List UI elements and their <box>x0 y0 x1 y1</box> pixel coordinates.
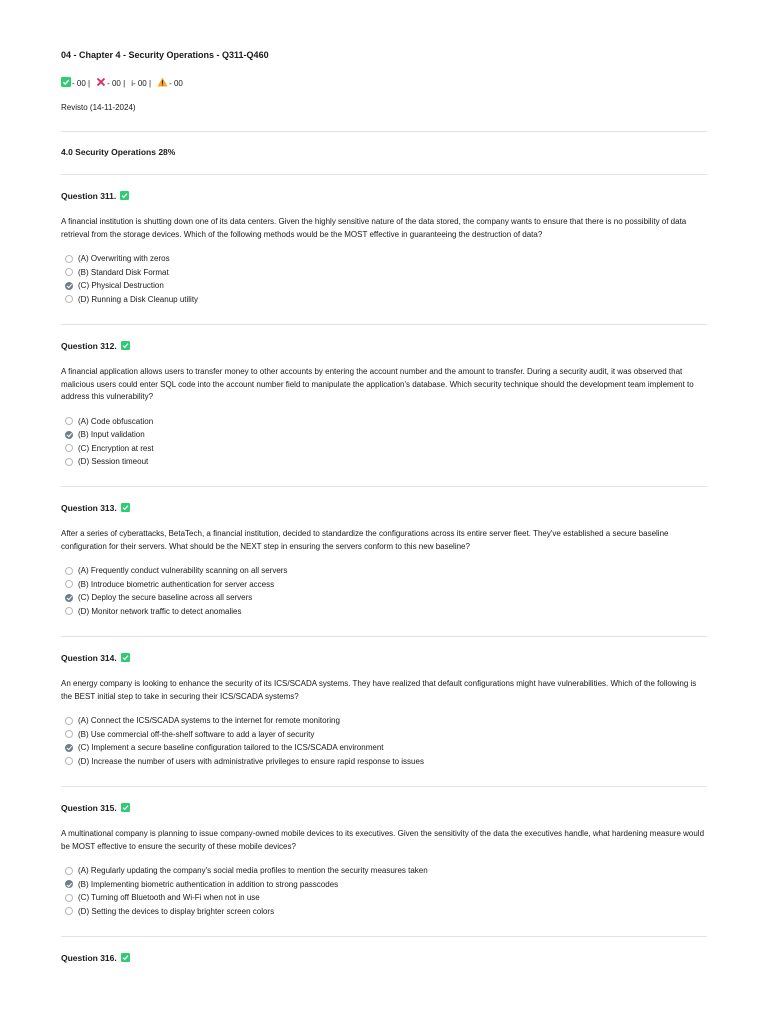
question-315 <box>61 802 707 918</box>
radio-button[interactable] <box>65 730 73 738</box>
check-icon <box>120 191 129 202</box>
radio-button[interactable] <box>65 717 73 725</box>
answer-option[interactable]: (C) Implement a secure baseline configuration tailored to the ICS/SCADA environment <box>61 741 707 755</box>
answer-options <box>61 714 707 768</box>
answer-option[interactable]: (D) Running a Disk Cleanup utility <box>61 293 707 307</box>
radio-button[interactable] <box>65 255 73 263</box>
check-icon <box>121 341 130 352</box>
answer-option[interactable]: (C) Physical Destruction <box>61 279 707 293</box>
divider <box>61 786 707 787</box>
divider <box>61 131 707 132</box>
question-313 <box>61 502 707 618</box>
answer-option[interactable]: (B) Standard Disk Format <box>61 266 707 280</box>
stat-correct: - 00 | <box>72 78 91 88</box>
radio-button-selected[interactable] <box>65 431 73 439</box>
divider <box>61 486 707 487</box>
question-title: Question 311. <box>61 191 117 201</box>
radio-button[interactable] <box>65 867 73 875</box>
divider <box>61 936 707 937</box>
check-icon <box>121 953 130 964</box>
document-title: 04 - Chapter 4 - Security Operations - Q311-Q460 <box>61 50 269 60</box>
answer-option[interactable]: (D) Setting the devices to display brighter screen colors <box>61 905 707 919</box>
radio-button-selected[interactable] <box>65 744 73 752</box>
answer-options <box>61 564 707 618</box>
stats-bar <box>61 77 183 89</box>
answer-option[interactable]: (D) Increase the number of users with administrative privileges to ensure rapid response to issues <box>61 755 707 769</box>
answer-option[interactable]: (B) Implementing biometric authentication in addition to strong passcodes <box>61 878 707 892</box>
check-icon <box>61 77 71 89</box>
warning-icon <box>157 77 168 89</box>
question-title: Question 314. <box>61 653 117 663</box>
answer-option[interactable]: (C) Encryption at rest <box>61 442 707 456</box>
question-title: Question 312. <box>61 341 117 351</box>
answer-options <box>61 864 707 918</box>
answer-options <box>61 415 707 469</box>
revision-date: Revisto (14-11-2024) <box>61 103 136 112</box>
section-heading: 4.0 Security Operations 28% <box>61 147 176 157</box>
divider <box>61 636 707 637</box>
question-text: A multinational company is planning to issue company-owned mobile devices to its executives. Given the sensitivity of the data the executives handle, what hardening measure would be MOST effective to ensure the security of these mobile devices? <box>61 829 705 851</box>
question-316 <box>61 952 707 964</box>
radio-button[interactable] <box>65 567 73 575</box>
radio-button-selected[interactable] <box>65 282 73 290</box>
radio-button[interactable] <box>65 444 73 452</box>
divider <box>61 174 707 175</box>
answer-option[interactable]: (A) Regularly updating the company's social media profiles to mention the security measures taken <box>61 864 707 878</box>
answer-option[interactable]: (A) Connect the ICS/SCADA systems to the internet for remote monitoring <box>61 714 707 728</box>
radio-button[interactable] <box>65 580 73 588</box>
radio-button-selected[interactable] <box>65 594 73 602</box>
stat-warning: - 00 <box>169 78 183 88</box>
radio-button[interactable] <box>65 907 73 915</box>
radio-button[interactable] <box>65 894 73 902</box>
radio-button[interactable] <box>65 417 73 425</box>
answer-option[interactable]: (C) Deploy the secure baseline across all servers <box>61 591 707 605</box>
radio-button[interactable] <box>65 607 73 615</box>
answer-option[interactable]: (B) Introduce biometric authentication for server access <box>61 578 707 592</box>
question-title: Question 315. <box>61 803 117 813</box>
question-text: A financial institution is shutting down one of its data centers. Given the highly sensitive nature of the data stored, the company wants to ensure that there is no possibility of data retrieval from the storage devices. Which of the following methods would be the MOST effective in guaranteeing the destruction of data? <box>61 217 687 239</box>
answer-options <box>61 252 707 306</box>
radio-button-selected[interactable] <box>65 880 73 888</box>
radio-button[interactable] <box>65 757 73 765</box>
question-title: Question 313. <box>61 503 117 513</box>
answer-option[interactable]: (D) Session timeout <box>61 455 707 469</box>
question-title: Question 316. <box>61 953 117 963</box>
answer-option[interactable]: (A) Overwriting with zeros <box>61 252 707 266</box>
question-text: An energy company is looking to enhance the security of its ICS/SCADA systems. They have realized that default configurations might have vulnerabilities. Which of the following is the BEST initial step to take in securing their ICS/SCADA systems? <box>61 679 697 701</box>
check-icon <box>121 503 130 514</box>
radio-button[interactable] <box>65 295 73 303</box>
stat-incorrect: - 00 | <box>107 78 126 88</box>
answer-option[interactable]: (A) Code obfuscation <box>61 415 707 429</box>
divider <box>61 324 707 325</box>
answer-option[interactable]: (B) Input validation <box>61 428 707 442</box>
cross-icon <box>96 77 106 89</box>
question-312 <box>61 340 707 469</box>
answer-option[interactable]: (B) Use commercial off-the-shelf software to add a layer of security <box>61 728 707 742</box>
question-314 <box>61 652 707 768</box>
answer-option[interactable]: (C) Turning off Bluetooth and Wi-Fi when not in use <box>61 891 707 905</box>
check-icon <box>121 803 130 814</box>
radio-button[interactable] <box>65 268 73 276</box>
check-icon <box>121 653 130 664</box>
stat-info: i- 00 | <box>131 78 152 88</box>
radio-button[interactable] <box>65 458 73 466</box>
question-text: After a series of cyberattacks, BetaTech, a financial institution, decided to standardize the configurations across its entire server fleet. They've established a secure baseline configuration for their servers. What should be the NEXT step in ensuring the servers conform to this new baseline? <box>61 529 669 551</box>
answer-option[interactable]: (A) Frequently conduct vulnerability scanning on all servers <box>61 564 707 578</box>
answer-option[interactable]: (D) Monitor network traffic to detect anomalies <box>61 605 707 619</box>
question-text: A financial application allows users to transfer money to other accounts by entering the account number and the amount to transfer. During a security audit, it was observed that malicious users could enter SQL code into the account number field to manipulate the application's database. Which security technique should the development team implement to address this vulnerability? <box>61 367 694 401</box>
question-311 <box>61 190 707 306</box>
